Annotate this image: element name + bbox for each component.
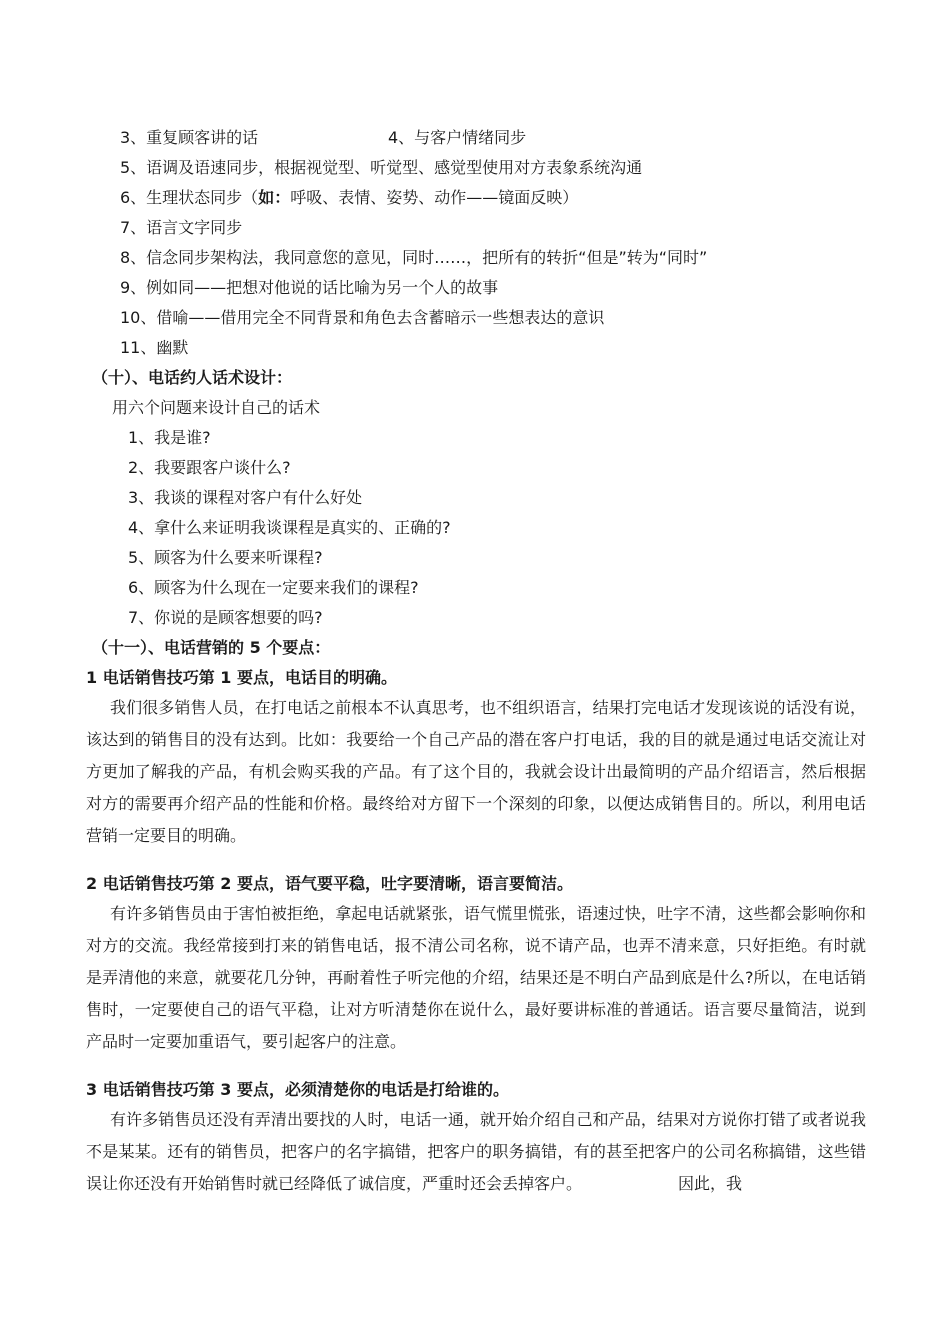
list-item-6-bold: 如：	[258, 188, 291, 207]
list-item-5: 5、语调及语速同步，根据视觉型、听觉型、感觉型使用对方表象系统沟通	[120, 158, 643, 177]
question-item: 1、我是谁?	[128, 428, 211, 447]
section-10-heading: （十）、电话约人话术设计：	[92, 368, 293, 387]
list-item-6-suffix: 呼吸、表情、姿势、动作——镜面反映）	[290, 188, 579, 207]
question-item: 4、拿什么来证明我谈课程是真实的、正确的?	[128, 518, 451, 537]
section-10-intro: 用六个问题来设计自己的话术	[112, 398, 321, 417]
list-item-8: 8、信念同步架构法，我同意您的意见，同时……，把所有的转折“但是”转为“同时”	[120, 248, 708, 267]
list-item-9: 9、例如同——把想对他说的话比喻为另一个人的故事	[120, 278, 499, 297]
point-2-body: 有许多销售员由于害怕被拒绝，拿起电话就紧张，语气慌里慌张，语速过快，吐字不清，这些都会影响你和对方的交流。我经常接到打来的销售电话，报不清公司名称，说不请产品，也弄不清来意，只好拒绝。有时就是弄清他的来意，就要花几分钟，再耐着性子听完他的介绍，结果还是不明白产品到底是什么?所以，在电话销售时，一定要使自己的语气平稳，让对方听清楚你在说什么，最好要讲标准的普通话。语言要尽量简洁，说到产品时一定要加重语气，要引起客户的注意。	[86, 904, 866, 1051]
list-item-10: 10、借喻——借用完全不同背景和角色去含蓄暗示一些想表达的意识	[120, 308, 605, 327]
list-item-6-prefix: 6、生理状态同步（	[120, 188, 259, 207]
list-item-6	[120, 188, 578, 208]
question-item: 3、我谈的课程对客户有什么好处	[128, 488, 363, 507]
point-3-body-main: 有许多销售员还没有弄清出要找的人时，电话一通，就开始介绍自己和产品，结果对方说你打错了或者说我不是某某。还有的销售员，把客户的名字搞错，把客户的职务搞错，有的甚至把客户的公司名称搞错，这些错误让你还没有开始销售时就已经降低了诚信度，严重时还会丢掉客户。	[86, 1110, 866, 1193]
list-item-7: 7、语言文字同步	[120, 218, 243, 237]
point-2-title: 2 电话销售技巧第 2 要点，语气要平稳，吐字要清晰，语言要简洁。	[86, 874, 573, 893]
list-item-4: 4、与客户情绪同步	[388, 128, 527, 147]
question-item: 5、顾客为什么要来听课程?	[128, 548, 323, 567]
point-1-body: 我们很多销售人员，在打电话之前根本不认真思考，也不组织语言，结果打完电话才发现该说的话没有说，该达到的销售目的没有达到。比如：我要给一个自己产品的潜在客户打电话，我的目的就是通过电话交流让对方更加了解我的产品，有机会购买我的产品。有了这个目的，我就会设计出最简明的产品介绍语言，然后根据对方的需要再介绍产品的性能和价格。最终给对方留下一个深刻的印象，以便达成销售目的。所以，利用电话营销一定要目的明确。	[86, 698, 866, 845]
list-item-3: 3、重复顾客讲的话	[120, 128, 259, 147]
point-1-title: 1 电话销售技巧第 1 要点，电话目的明确。	[86, 668, 397, 687]
point-3-title: 3 电话销售技巧第 3 要点，必须清楚你的电话是打给谁的。	[86, 1080, 509, 1099]
question-item: 2、我要跟客户谈什么?	[128, 458, 291, 477]
question-item: 6、顾客为什么现在一定要来我们的课程?	[128, 578, 419, 597]
section-11-heading: （十一）、电话营销的 5 个要点：	[92, 638, 331, 657]
point-3-body	[86, 1104, 866, 1200]
question-item: 7、你说的是顾客想要的吗?	[128, 608, 323, 627]
point-3-body-tail: 因此，我	[678, 1174, 743, 1193]
list-item-11: 11、幽默	[120, 338, 189, 357]
